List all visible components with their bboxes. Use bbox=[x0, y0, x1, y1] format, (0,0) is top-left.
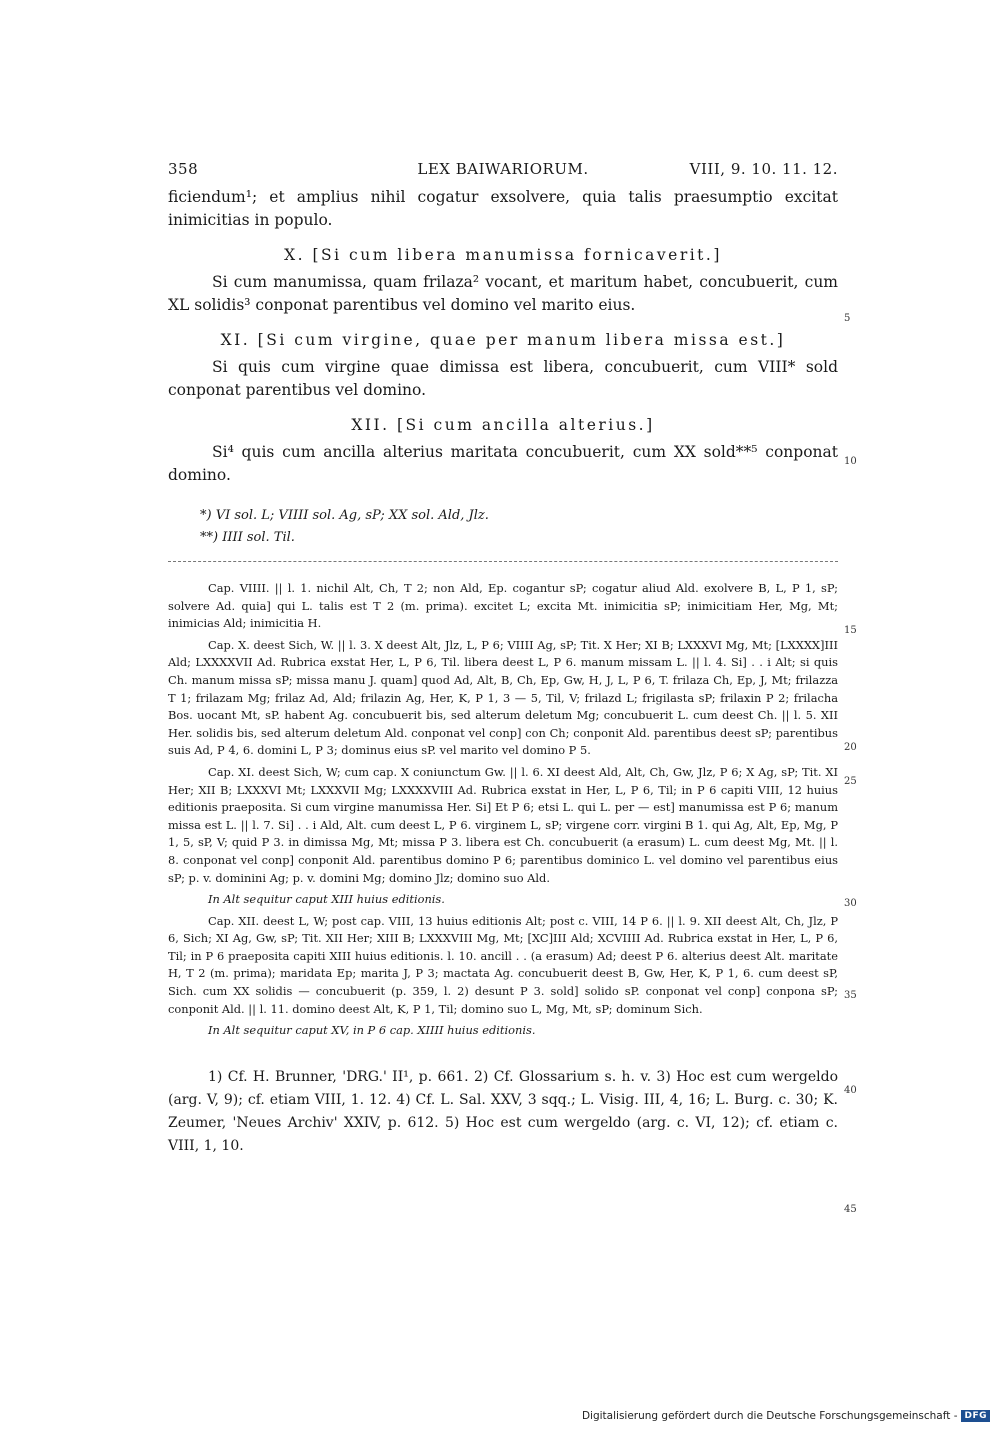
chapter-xii-text: Si⁴ quis cum ancilla alterius maritata concubuerit, cum XX sold**⁵ conponat domino. bbox=[168, 443, 838, 484]
line-number: 10 bbox=[844, 456, 857, 467]
separator-rule bbox=[168, 561, 838, 562]
line-number: 5 bbox=[844, 313, 851, 324]
credit-text: Digitalisierung gefördert durch die Deutsche Forschungsgemeinschaft - bbox=[581, 1410, 958, 1422]
line-number: 40 bbox=[844, 1085, 857, 1096]
critical-apparatus bbox=[168, 580, 838, 1040]
chapter-x-text: Si cum manumissa, quam frilaza² vocant, et maritum habet, concubuerit, cum XL solidis³ conponat parentibus vel domino vel marito eius. bbox=[168, 273, 838, 314]
variant-note: *) VI sol. L; VIIII sol. Ag, sP; XX sol. Ald, Jlz. bbox=[200, 508, 489, 523]
apparatus-entry: In Alt sequitur caput XIII huius editionis. bbox=[208, 892, 445, 907]
apparatus-entry: Cap. XII. deest L, W; post cap. VIII, 13 huius editionis Alt; post c. VIII, 14 P 6. || l. 9. XII deest Alt, Ch, Jlz, P 6, Sich; XI Ag, Gw, sP; Tit. XII Her; XIII B; LXXXVIII Mg, Mt; [XC]III Ald; XCVIIII Ad. Rubrica exstat in Her, L, P 6, Til; in P 6 praeposita capiti XIII huius editionis. l. 10. ancill . . (a erasum) Ad; deest P 6. alterius deest Alt. maritate H, T 2 (m. prima); maridata Ep; marita J, P 3; mactata Ag. concubuerit deest B, Gw, Her, K, P 1, 6. cum deest sP, Sich. cum XX solidis — concubuerit (p. 359, l. 2) desunt P 3. sold] solido sP. conponat vel conp] conpona sP; conponit Ald. || l. 11. domino deest Alt, K, P 1, Til; domino suo L, Mg, Mt, sP; dominum Sich. bbox=[168, 913, 838, 1016]
line-number: 45 bbox=[844, 1204, 857, 1215]
opening-paragraph: ficiendum¹; et amplius nihil cogatur exsolvere, quia talis praesumptio excitat inimicitias in populo. bbox=[168, 188, 838, 229]
apparatus-entry: Cap. XI. deest Sich, W; cum cap. X coniunctum Gw. || l. 6. XI deest Ald, Alt, Ch, Gw, Jlz, P 6; X Ag, sP; Tit. XI Her; XII B; LXXXVI Mt; LXXXVII Mg; LXXXXVIII Ad. Rubrica exstat in Her, L, P 6, Til; in P 6 capiti VIII, 12 huius editionis praeposita. Si cum virgine manumissa Her. Si] Et P 6; etsi L. qui L. per — est] manumissa est P 6; manum missa est L. || l. 7. Si] . . i Ald, Alt. cum deest L, P 6. virginem L, sP; virgene corr. virgini B 1. qui Ag, Alt, Ep, Mg, P 1, 5, sP, V; quid P 3. in dimissa Mg, Mt; missa P 3. libera est Ch. concubuerit (a erasum) L. cum deest Mg, Mt. || l. 8. conponat vel conp] conponit Ald. parentibus domino P 6; parentibus dominico L. vel domino vel parentibus eius sP; p. v. dominini Ag; p. v. domini Mg; domino Jlz; domino suo Ald. bbox=[168, 764, 838, 885]
section-reference: VIII, 9. 10. 11. 12. bbox=[689, 160, 838, 178]
chapter-xii-heading: XII. [Si cum ancilla alterius.] bbox=[351, 416, 655, 434]
page-title: LEX BAIWARIORUM. bbox=[417, 160, 589, 178]
variant-note: **) IIII sol. Til. bbox=[200, 530, 295, 545]
page-number: 358 bbox=[168, 160, 199, 178]
dfg-logo-icon: DFG bbox=[961, 1410, 990, 1422]
page bbox=[168, 160, 857, 1215]
line-number: 30 bbox=[844, 898, 857, 909]
chapter-x-heading: X. [Si cum libera manumissa fornicaverit.] bbox=[284, 246, 722, 264]
apparatus-entry: Cap. VIIII. || l. 1. nichil Alt, Ch, T 2; non Ald, Ep. cogantur sP; cogatur aliud Ald. exolvere B, L, P 1, sP; solvere Ad. quia] qui L. talis est T 2 (m. prima). excitet L; excita Mt. inimicitia sP; inimicitiam Her, Mg, Mt; inimicias Ald; inimicitia H. bbox=[168, 581, 838, 631]
running-head bbox=[168, 160, 838, 186]
footnotes bbox=[168, 1066, 838, 1158]
chapter-xi-text: Si quis cum virgine quae dimissa est libera, concubuerit, cum VIII* sold conponat parentibus vel domino. bbox=[168, 358, 838, 399]
apparatus-entry: In Alt sequitur caput XV, in P 6 cap. XIIII huius editionis. bbox=[208, 1023, 536, 1038]
line-number: 15 bbox=[844, 625, 857, 636]
line-number: 35 bbox=[844, 990, 857, 1001]
line-number: 25 bbox=[844, 776, 857, 787]
line-number: 20 bbox=[844, 742, 857, 753]
footnote-block: 1) Cf. H. Brunner, 'DRG.' II¹, p. 661. 2) Cf. Glossarium s. h. v. 3) Hoc est cum wergeldo (arg. V, 9); cf. etiam VIII, 1. 12. 4) Cf. L. Sal. XXV, 3 sqq.; L. Visig. III, 4, 16; L. Burg. c. 30; K. Zeumer, 'Neues Archiv' XXIV, p. 612. 5) Hoc est cum wergeldo (arg. c. VI, 12); cf. etiam c. VIII, 1, 10. bbox=[168, 1068, 838, 1154]
main-text bbox=[168, 186, 838, 487]
digitization-credit bbox=[582, 1410, 990, 1422]
chapter-xi-heading: XI. [Si cum virgine, quae per manum libera missa est.] bbox=[220, 331, 786, 349]
variant-notes bbox=[200, 505, 838, 549]
apparatus-entry: Cap. X. deest Sich, W. || l. 3. X deest Alt, Jlz, L, P 6; VIIII Ag, sP; Tit. X Her; XI B; LXXXVI Mg, Mt; [LXXXX]III Ald; LXXXXVII Ad. Rubrica exstat Her, L, P 6, Til. libera deest L, P 6. manum missam L. || l. 4. Si] . . i Alt; si quis Ch. manum missa sP; missa manu J. quam] quod Ad, Alt, B, Ch, Ep, Gw, H, J, L, P 6, T. frilaza Ch, Ep, J, Mt; frilazza T 1; frilazam Mg; frilaz Ad, Ald; frilazin Ag, Her, K, P 1, 3 — 5, Til, V; frilazd L; frigilasta sP; frilaxin P 2; frilacha Bos. uocant Mt, sP. habent Ag. concubuerit bis, sed alterum deletum Mg; concubuerit L. cum deest Ch. || l. 5. XII Her. solidis bis, sed alterum deletum Ald. conponat vel conp] con Ch; conponit Ald. parentibus deest sP; parentibus suis Ad, P 4, 6. domini L, P 3; dominus eius sP. vel marito vel domino P 5. bbox=[168, 637, 838, 758]
